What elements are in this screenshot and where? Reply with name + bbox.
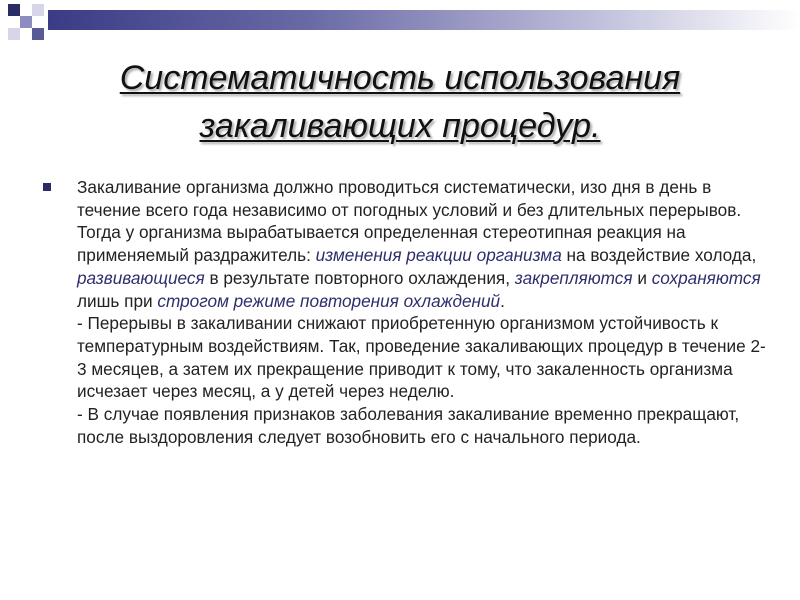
text-run: Закаливание организма должно проводиться систематически, изо дня в день в течение всего года независимо от погодных условий и без длительных перерывов. Тогда у организма вырабатывается определенная стереотипная реакция на применяемый раздражитель: xyxy=(77,177,742,266)
text-run: в результате повторного охлаждения, xyxy=(204,267,515,288)
decor-square-icon xyxy=(32,28,44,40)
emphasis-text: развивающиеся xyxy=(77,267,205,288)
text-run: на воздействие холода, xyxy=(561,245,757,266)
decor-square-icon xyxy=(8,4,20,16)
text-run: и xyxy=(632,267,652,288)
gradient-bar xyxy=(48,10,800,30)
body-text xyxy=(77,176,767,448)
decorative-header-strip xyxy=(0,0,800,48)
text-run: . xyxy=(500,290,505,311)
decor-square-icon xyxy=(20,16,32,28)
slide-title xyxy=(40,54,760,150)
paragraph-1 xyxy=(77,176,767,312)
text-run: лишь при xyxy=(77,290,158,311)
emphasis-text: строгом режиме повторения охлаждений xyxy=(157,290,501,311)
square-bullet-icon xyxy=(43,183,51,191)
emphasis-text: изменения реакции организма xyxy=(315,245,562,266)
decor-square-icon xyxy=(32,4,44,16)
emphasis-text: закрепляются xyxy=(514,267,633,288)
paragraph-2: - Перерывы в закаливании снижают приобретенную организмом устойчивость к температурным воздействиям. Так, проведение закаливающих процедур в течение 2-3 месяцев, а затем их прекращение приводит к тому, что закаленность организма исчезает через месяц, а у детей через неделю. xyxy=(77,313,766,402)
paragraph-3: - В случае появления признаков заболевания закаливание временно прекращают, после выздоровления следует возобновить его с начального периода. xyxy=(77,404,740,447)
title-line-1: Систематичность использования xyxy=(119,59,681,97)
decor-square-icon xyxy=(8,28,20,40)
title-line-2: закаливающих процедур. xyxy=(199,107,601,145)
emphasis-text: сохраняются xyxy=(651,267,761,288)
